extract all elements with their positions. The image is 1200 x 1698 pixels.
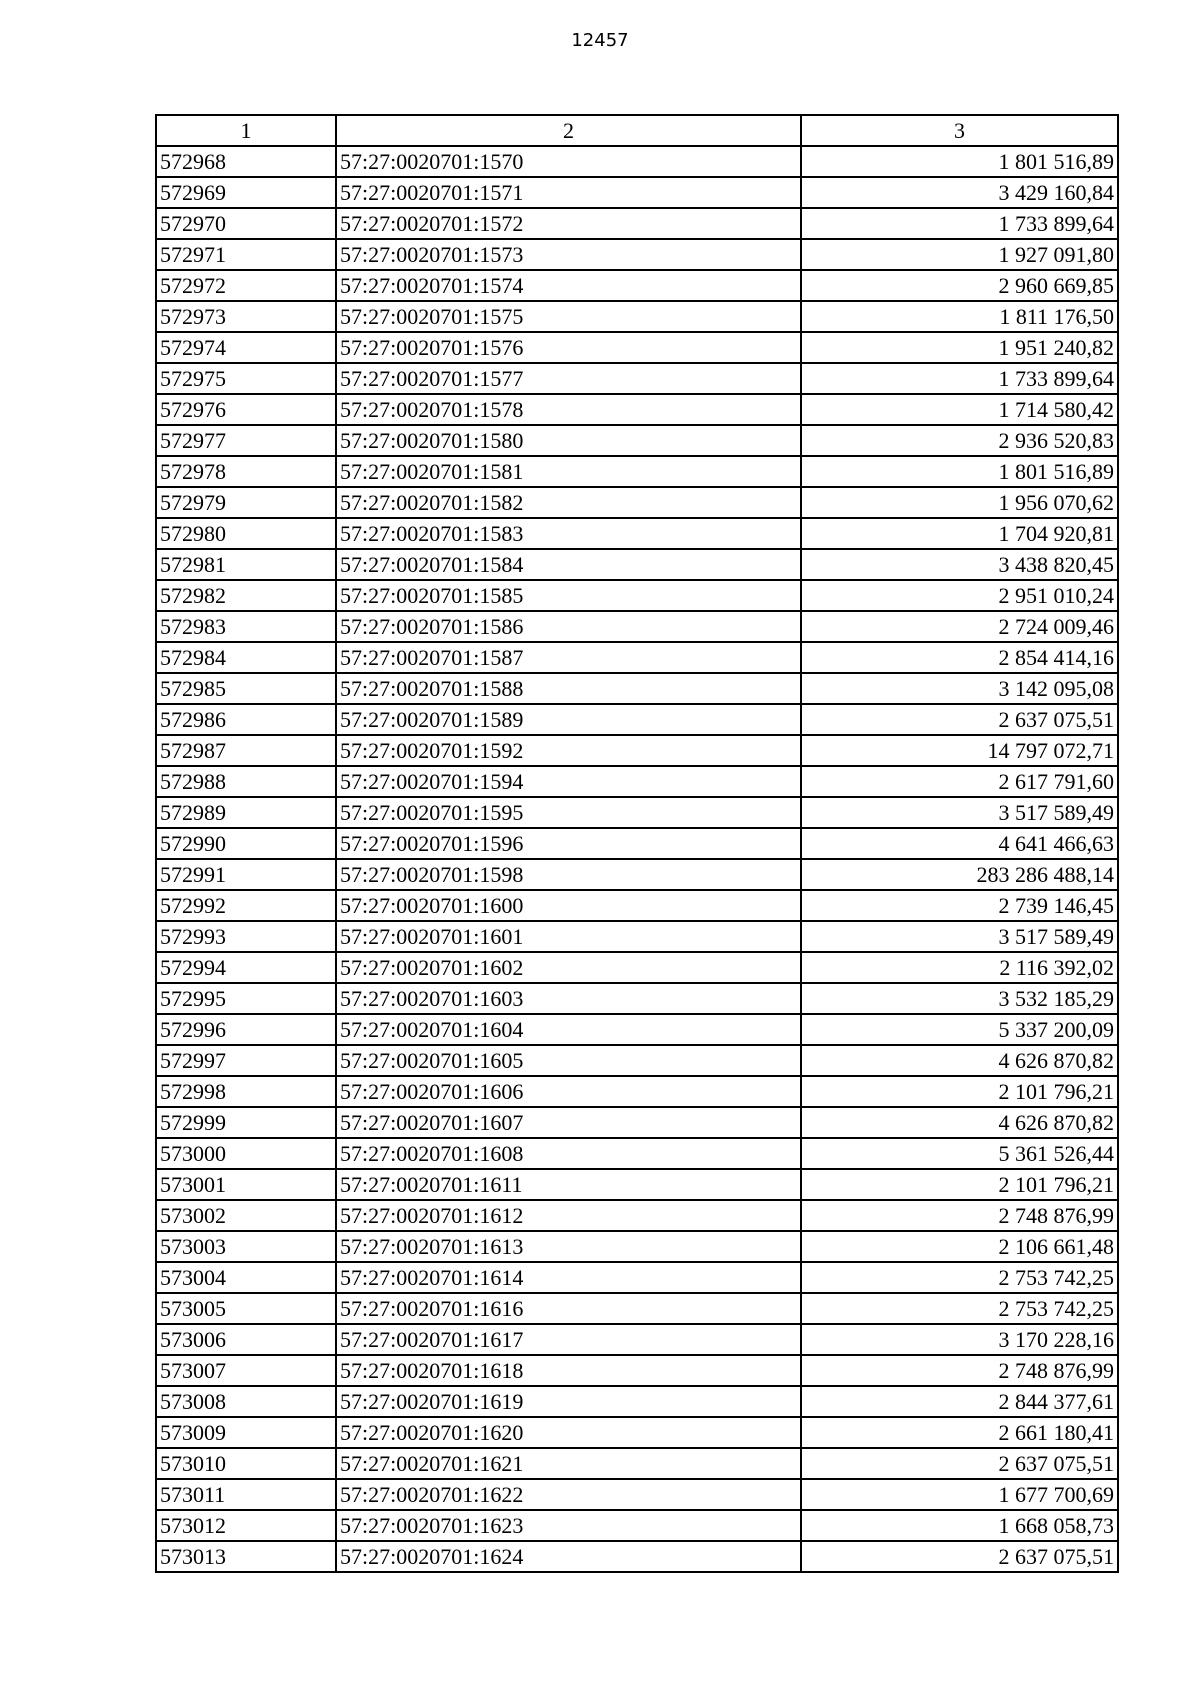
row-number-cell: 572977 [156,425,336,456]
cadastral-number-cell: 57:27:0020701:1602 [336,952,801,983]
row-number-cell: 572995 [156,983,336,1014]
row-number-cell: 572992 [156,890,336,921]
value-cell: 283 286 488,14 [801,859,1118,890]
cadastral-number-cell: 57:27:0020701:1589 [336,704,801,735]
cadastral-number-cell: 57:27:0020701:1624 [336,1541,801,1572]
table-row [156,983,1118,1014]
value-cell: 1 733 899,64 [801,208,1118,239]
table-row [156,270,1118,301]
table-row [156,1293,1118,1324]
value-cell: 1 956 070,62 [801,487,1118,518]
table-row [156,766,1118,797]
table-row [156,1386,1118,1417]
value-cell: 3 438 820,45 [801,549,1118,580]
cadastral-number-cell: 57:27:0020701:1574 [336,270,801,301]
row-number-cell: 572997 [156,1045,336,1076]
value-cell: 2 960 669,85 [801,270,1118,301]
row-number-cell: 573013 [156,1541,336,1572]
column-header-1: 1 [156,115,336,146]
row-number-cell: 572974 [156,332,336,363]
cadastral-number-cell: 57:27:0020701:1603 [336,983,801,1014]
value-cell: 2 637 075,51 [801,1541,1118,1572]
cadastral-number-cell: 57:27:0020701:1601 [336,921,801,952]
row-number-cell: 572978 [156,456,336,487]
value-cell: 2 724 009,46 [801,611,1118,642]
cadastral-number-cell: 57:27:0020701:1575 [336,301,801,332]
cadastral-number-cell: 57:27:0020701:1585 [336,580,801,611]
row-number-cell: 573012 [156,1510,336,1541]
value-cell: 2 951 010,24 [801,580,1118,611]
cadastral-number-cell: 57:27:0020701:1577 [336,363,801,394]
row-number-cell: 572980 [156,518,336,549]
value-cell: 1 801 516,89 [801,456,1118,487]
value-cell: 2 753 742,25 [801,1293,1118,1324]
cadastral-number-cell: 57:27:0020701:1616 [336,1293,801,1324]
cadastral-number-cell: 57:27:0020701:1583 [336,518,801,549]
value-cell: 14 797 072,71 [801,735,1118,766]
table-row [156,1324,1118,1355]
table-row [156,1200,1118,1231]
table-row [156,642,1118,673]
table-row [156,332,1118,363]
value-cell: 3 429 160,84 [801,177,1118,208]
value-cell: 3 142 095,08 [801,673,1118,704]
row-number-cell: 573010 [156,1448,336,1479]
cadastral-number-cell: 57:27:0020701:1573 [336,239,801,270]
data-table [155,114,1119,1573]
cadastral-number-cell: 57:27:0020701:1605 [336,1045,801,1076]
row-number-cell: 573000 [156,1138,336,1169]
value-cell: 4 626 870,82 [801,1107,1118,1138]
cadastral-number-cell: 57:27:0020701:1608 [336,1138,801,1169]
table-row [156,301,1118,332]
row-number-cell: 573005 [156,1293,336,1324]
value-cell: 2 753 742,25 [801,1262,1118,1293]
cadastral-number-cell: 57:27:0020701:1581 [336,456,801,487]
table-row [156,797,1118,828]
row-number-cell: 572990 [156,828,336,859]
row-number-cell: 572994 [156,952,336,983]
value-cell: 5 337 200,09 [801,1014,1118,1045]
cadastral-number-cell: 57:27:0020701:1587 [336,642,801,673]
value-cell: 1 811 176,50 [801,301,1118,332]
table-row [156,952,1118,983]
value-cell: 3 517 589,49 [801,921,1118,952]
cadastral-number-cell: 57:27:0020701:1621 [336,1448,801,1479]
table-row [156,1541,1118,1572]
cadastral-number-cell: 57:27:0020701:1619 [336,1386,801,1417]
row-number-cell: 573001 [156,1169,336,1200]
value-cell: 2 661 180,41 [801,1417,1118,1448]
row-number-cell: 573009 [156,1417,336,1448]
value-cell: 3 532 185,29 [801,983,1118,1014]
table-row [156,1045,1118,1076]
cadastral-number-cell: 57:27:0020701:1584 [336,549,801,580]
cadastral-number-cell: 57:27:0020701:1622 [336,1479,801,1510]
value-cell: 1 677 700,69 [801,1479,1118,1510]
cadastral-number-cell: 57:27:0020701:1571 [336,177,801,208]
row-number-cell: 572985 [156,673,336,704]
value-cell: 2 854 414,16 [801,642,1118,673]
cadastral-number-cell: 57:27:0020701:1596 [336,828,801,859]
table-header [156,115,1118,146]
table-row [156,735,1118,766]
table-row [156,1076,1118,1107]
table-row [156,239,1118,270]
table-row [156,828,1118,859]
table-row [156,1014,1118,1045]
row-number-cell: 573003 [156,1231,336,1262]
cadastral-number-cell: 57:27:0020701:1607 [336,1107,801,1138]
table-row [156,1262,1118,1293]
cadastral-number-cell: 57:27:0020701:1604 [336,1014,801,1045]
value-cell: 1 733 899,64 [801,363,1118,394]
row-number-cell: 573006 [156,1324,336,1355]
value-cell: 1 801 516,89 [801,146,1118,177]
row-number-cell: 572987 [156,735,336,766]
cadastral-number-cell: 57:27:0020701:1588 [336,673,801,704]
row-number-cell: 572993 [156,921,336,952]
cadastral-number-cell: 57:27:0020701:1592 [336,735,801,766]
row-number-cell: 572999 [156,1107,336,1138]
cadastral-number-cell: 57:27:0020701:1595 [336,797,801,828]
table-row [156,363,1118,394]
cadastral-number-cell: 57:27:0020701:1570 [336,146,801,177]
row-number-cell: 572984 [156,642,336,673]
cadastral-number-cell: 57:27:0020701:1611 [336,1169,801,1200]
table-row [156,1510,1118,1541]
table-row [156,921,1118,952]
table-row [156,1448,1118,1479]
value-cell: 2 936 520,83 [801,425,1118,456]
cadastral-number-cell: 57:27:0020701:1594 [336,766,801,797]
cadastral-number-cell: 57:27:0020701:1572 [336,208,801,239]
table-row [156,859,1118,890]
value-cell: 3 517 589,49 [801,797,1118,828]
cadastral-number-cell: 57:27:0020701:1580 [336,425,801,456]
row-number-cell: 572986 [156,704,336,735]
value-cell: 2 637 075,51 [801,704,1118,735]
table-row [156,177,1118,208]
table-row [156,456,1118,487]
value-cell: 1 704 920,81 [801,518,1118,549]
table-row [156,549,1118,580]
page-number: 12457 [571,30,629,51]
row-number-cell: 572976 [156,394,336,425]
cadastral-number-cell: 57:27:0020701:1623 [336,1510,801,1541]
table-row [156,518,1118,549]
cadastral-number-cell: 57:27:0020701:1600 [336,890,801,921]
cadastral-number-cell: 57:27:0020701:1606 [336,1076,801,1107]
cadastral-number-cell: 57:27:0020701:1582 [336,487,801,518]
row-number-cell: 572982 [156,580,336,611]
value-cell: 2 116 392,02 [801,952,1118,983]
table-row [156,611,1118,642]
table-row [156,890,1118,921]
cadastral-number-cell: 57:27:0020701:1612 [336,1200,801,1231]
value-cell: 1 927 091,80 [801,239,1118,270]
table-row [156,394,1118,425]
cadastral-number-cell: 57:27:0020701:1576 [336,332,801,363]
table-row [156,673,1118,704]
value-cell: 2 617 791,60 [801,766,1118,797]
row-number-cell: 572983 [156,611,336,642]
value-cell: 2 748 876,99 [801,1200,1118,1231]
cadastral-number-cell: 57:27:0020701:1620 [336,1417,801,1448]
cadastral-number-cell: 57:27:0020701:1586 [336,611,801,642]
row-number-cell: 572981 [156,549,336,580]
column-header-2: 2 [336,115,801,146]
value-cell: 1 951 240,82 [801,332,1118,363]
value-cell: 2 101 796,21 [801,1076,1118,1107]
value-cell: 2 637 075,51 [801,1448,1118,1479]
table-row [156,146,1118,177]
row-number-cell: 573008 [156,1386,336,1417]
row-number-cell: 572996 [156,1014,336,1045]
table-row [156,1479,1118,1510]
row-number-cell: 572998 [156,1076,336,1107]
cadastral-number-cell: 57:27:0020701:1614 [336,1262,801,1293]
row-number-cell: 572973 [156,301,336,332]
table-row [156,487,1118,518]
row-number-cell: 573002 [156,1200,336,1231]
value-cell: 1 668 058,73 [801,1510,1118,1541]
cadastral-number-cell: 57:27:0020701:1618 [336,1355,801,1386]
row-number-cell: 572991 [156,859,336,890]
table-row [156,1417,1118,1448]
cadastral-number-cell: 57:27:0020701:1617 [336,1324,801,1355]
cadastral-number-cell: 57:27:0020701:1613 [336,1231,801,1262]
row-number-cell: 573004 [156,1262,336,1293]
value-cell: 1 714 580,42 [801,394,1118,425]
value-cell: 2 739 146,45 [801,890,1118,921]
value-cell: 4 626 870,82 [801,1045,1118,1076]
value-cell: 2 844 377,61 [801,1386,1118,1417]
table-row [156,1231,1118,1262]
table-row [156,704,1118,735]
row-number-cell: 573007 [156,1355,336,1386]
header-row [156,115,1118,146]
value-cell: 2 748 876,99 [801,1355,1118,1386]
cadastral-number-cell: 57:27:0020701:1578 [336,394,801,425]
row-number-cell: 572979 [156,487,336,518]
row-number-cell: 572988 [156,766,336,797]
row-number-cell: 572968 [156,146,336,177]
row-number-cell: 572970 [156,208,336,239]
value-cell: 2 106 661,48 [801,1231,1118,1262]
row-number-cell: 572975 [156,363,336,394]
table-body [156,146,1118,1572]
table-row [156,1169,1118,1200]
row-number-cell: 572969 [156,177,336,208]
table-row [156,1107,1118,1138]
row-number-cell: 572972 [156,270,336,301]
table-row [156,425,1118,456]
table-row [156,580,1118,611]
cadastral-number-cell: 57:27:0020701:1598 [336,859,801,890]
row-number-cell: 573011 [156,1479,336,1510]
value-cell: 4 641 466,63 [801,828,1118,859]
table-row [156,1355,1118,1386]
table-row [156,208,1118,239]
value-cell: 3 170 228,16 [801,1324,1118,1355]
table-row [156,1138,1118,1169]
value-cell: 5 361 526,44 [801,1138,1118,1169]
row-number-cell: 572989 [156,797,336,828]
row-number-cell: 572971 [156,239,336,270]
column-header-3: 3 [801,115,1118,146]
value-cell: 2 101 796,21 [801,1169,1118,1200]
